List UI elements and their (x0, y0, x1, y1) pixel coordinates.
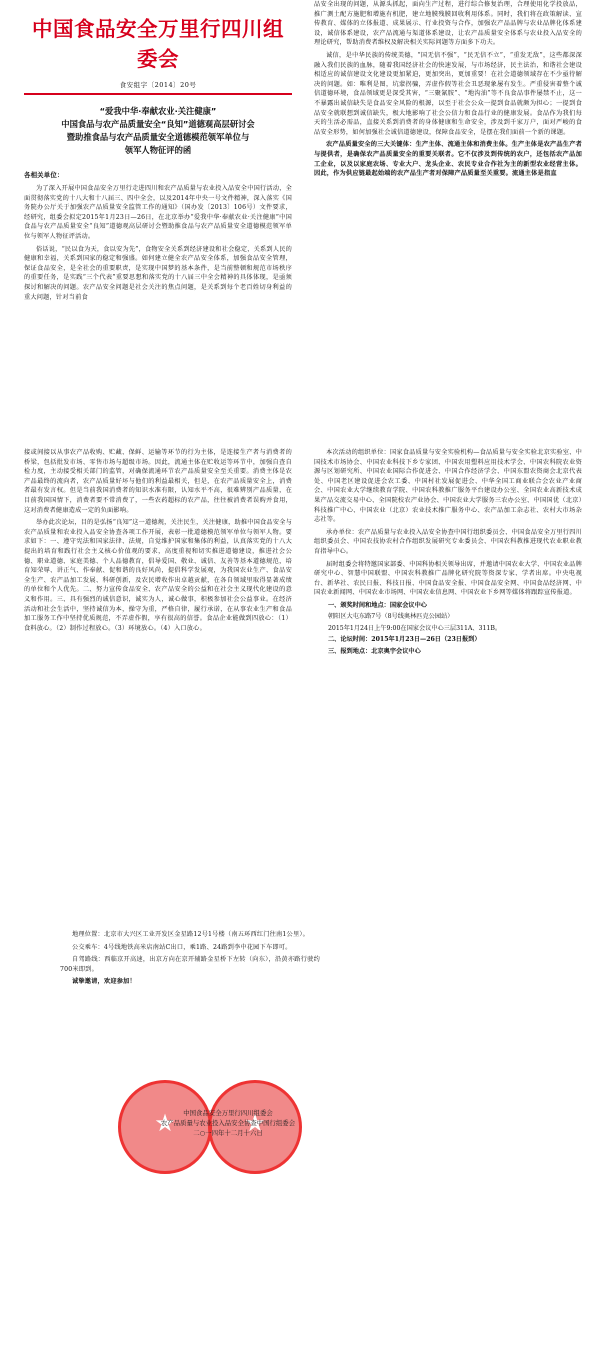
paragraph: 举办此次论坛，目的是弘扬“良知”这一道德规，关注民生，关注健康，助推中国食品安全与农产品质量和农业投入品安全协查各项工作开展，表彰一批道德模范领军单位与领军人物。要求如下：一、遵守宪法和国家法律、法规，自觉维护国家和集体的利益，认真落实党的十八大提出的培育和践行社会主义核心价值观的要求，高度重视和切实推进道德建设，推进社会公德、职业道德、家庭美德、个人品德教育，倡导爱国、敬业、诚信、友善等基本道德规范，培育知荣辱、讲正气、作奉献、促和谐的良好风尚，提倡科学发展观，为我国农业生产、食品安全生产、农产品加工发展、科研创新，及农民增收作出卓越贡献，在各自领域里取得显著成绩的单位和个人优先。二、努力宣传食品安全、农产品安全的公益和在社会主义现代化建设的意义和作用。三、具有强烈的诚信意识，诚实为人，诚心做事，积极参加社会公益事业。在经济活动和社会生活中，坚持诚信为本，操守为重，严格自律，履行承诺，在从事农业生产和食品加工服务工作中坚持优质规范，不弄虚作假，享有很高的信誉。食品企业能做到四放心：（1）食料放心。（2）制作过程放心。（3）环境放心。（4）入口放心。 (24, 519, 292, 632)
official-seal-icon: ★ (208, 1080, 302, 1174)
org-title: 中国食品安全万里行四川组委会 (32, 17, 284, 71)
paragraph: 俗话说，“民以食为天，食以安为先”，食物安全关系到经济建设和社会稳定，关系到人民的健康和幸福，关系到国家的稳定和强盛。如何建立健全农产品安全体系，加强食品安全管理，保证食品安全，是全社会的重要职责，是实现中国梦的基本条件，是当前整顿和规范市场秩序的重要任务，是实践“三个代表”重要思想和落实党的十八届三中全会精神的具体体现，是亟须探讨和解决的问题。农产品安全问题是社会关注的焦点问题，是关系到每个老百姓切身利益的重大问题，针对当前食 (24, 245, 292, 301)
driving-route: 自驾路线：西临京开高速，出京方向在京开辅路金星桥下左转（向东），沿黄亦路行驶约700米即到。 (60, 956, 320, 973)
official-seal-icon: ★ (118, 1080, 212, 1174)
red-rule (24, 93, 292, 95)
hosts-paragraph: 承办单位：农产品质量与农业投入品安全协查中国行组织委员会、中国食品安全万里行四川组织委员会、中国农技协农村合作组织发展研究专业委员会、中国农科教推进现代农业职业教育指导中心。 (314, 528, 582, 555)
paragraph-key-subjects: 农产品质量安全的三大关键体：生产主体、流通主体和消费主体。生产主体是农产品生产者与提供者，是确保农产品质量安全的重要关联者。它不仅涉及到传统的农户，还包括农产品加工企业，以及以家庭农场、专业大户、龙头企业、农民专业合作社为主的新型农业经营主体。因此，作为供应链最起始端的农产品生产者对保障产品质量至关重要。流通主体是指直 (314, 141, 582, 178)
title-line: 中国食品与农产品质量安全“良知”道德观高层研讨会 (61, 118, 255, 129)
venue-info (60, 930, 320, 990)
paragraph: 品安全出现的问题，从源头抓起，面向生产过程，进行综合修复治理，合理使用化学投放品，推广测土配方施肥和增施有机肥，建立地膜残膜回收利用体系。同时，我们将在政策解读、宣传教育、媒体的立体报道、成果展示、行业投资与合作，加强农产品品牌与农业品牌化体系建设，诚信体系建设，农产品流通与渠道体系建设，让农产品质量安全体系与农业投入品安全的理论研究，帮助消费者维权及解决相关实际问题等方面多下功夫。 (314, 1, 582, 47)
signatory: 中国食品安全万里行四川组委会 (183, 1109, 273, 1117)
award-venue-address: 朝阳区大屯东路7号（8号线奥林匹克公园站） (328, 613, 454, 621)
page1-right-column (314, 0, 582, 182)
bus-route: 公交乘车：4号线地铁高米店南站C出口，乘1路、24路到李中花园下车即可。 (72, 943, 292, 951)
letter-page-1 (0, 0, 600, 430)
page2-left-column (24, 448, 292, 636)
media-paragraph: 届时组委会将特邀国家部委、中国科协相关领导出席，并邀请中国农业大学、中国农业品牌研究中心、智慧中国联盟、中国农科教推广品牌化研究院等资深专家、学者出席。中央电视台、新华社、农民日报、科技日报、中国食品安全报、中国食品安全网、中国食品经济网、中国农业新闻网、中国农业市场网、中国农业信息网、中国农业下乡网等媒体将跟踪宣传报道。 (314, 560, 582, 597)
award-venue-heading: 一、颁奖时间和地点：国家会议中心 (328, 601, 427, 609)
paragraph: 接或间接以从事农产品收购、贮藏、保鲜、运输等环节的行为主体，是连接生产者与消费者的桥梁，包括批发市场、零售市场与超级市场。因此，流通主体在贮收运等环节中，加强自查自检力度，主动接受相关部门的监管，对确保流通环节农产品质量安全至关重要。消费主体是农产品最终的流向者，农产品质量好坏与他们的利益最相关，但是，在农产品质量安全上，消费者最有发言权。但是当前我国消费者的知识水准有限，认知水平不高，很难辨别产品质量，在目前我国国情下，消费者要不常消费了，一些农药超标的农产品，往往被消费者误购并食用，这对消费者健康造成一定的负面影响。 (24, 449, 292, 514)
letter-title (24, 105, 292, 157)
invitation-line: 诚挚邀请，欢迎参加！ (72, 978, 136, 986)
doc-number: 食安组字〔2014〕20号 (119, 81, 197, 89)
signatory: 农产品质量与农业投入品安全协查中国行组委会 (160, 1119, 296, 1127)
forum-time: 二、论坛时间：2015年1月23日—26日（23日报到） (328, 636, 481, 644)
title-line: 领军人物征评的函 (124, 144, 192, 155)
award-time: 2015年1月24日上午9:00在国家会议中心三层311A、311B。 (328, 624, 502, 632)
letter-page-3 (0, 930, 600, 1230)
signatories (118, 1108, 338, 1138)
organizers-paragraph: 本次活动的组织单位：国家食品质量与安全实验机构—食品质量与安全实验北京实验室、中国技术市场协会、中国农业科技下乡专家团、中国农用塑料应用技术学会、中国农科院农业资源与区划研究所、中国农业国际合作促进会、中国合作经济学会、中国东盟农资商会北京代表处、中国老区建设促进会农工委、中国村社发展促进会、中华全国工商业联合会农业产业商会、中国农业大学继续教育学院、中国农科教推广服务平台建设办公室、全国农业高新技术成果产品交流交易中心、全国院校农产业协会、中国农业大学服务三农办公室、中国国优（北京）科技推广中心、中国农业（北京）农业技术推广服务中心、农产品加工杂志社、农村大市场杂志社等。 (314, 449, 582, 524)
paragraph: 为了深入开展中国食品安全万里行走进四川和农产品质量与农业投入品安全中国行活动，全面贯彻落实党的十八大和十八届三、四中全会，以及2014年中央一号文件精神，深入落实《国务院办公厅关于加强农产品质量安全监管工作的通知》（国办发〔2013〕106号）文件要求，经研究，组委会拟定2015年1月23日—26日，在北京举办“爱我中华·奉献农业·关注健康”中国食品与农产品质量安全“良知”道德观高层研讨会暨助推食品与农产品质量安全道德模范领军单位与领军人物征评活动。 (24, 185, 292, 241)
title-line: 暨助推食品与农产品质量安全道德模范领军单位与 (66, 131, 250, 142)
page2-right-column (314, 448, 582, 658)
registration-venue: 三、报到地点：北京奥宇会议中心 (328, 647, 421, 655)
letter-page-2 (0, 448, 600, 868)
title-line: “爱我中华·奉献农业·关注健康” (99, 105, 217, 116)
salutation: 各相关单位： (24, 170, 64, 179)
signature-block (118, 1080, 338, 1170)
page1-left-column (24, 0, 292, 305)
geo-location: 地理位置：北京市大兴区工业开发区金星路12号1号楼（南五环西红门往南1公里）。 (72, 931, 310, 938)
letter-date: 二○一四年十二月十六日 (193, 1129, 263, 1137)
paragraph: 诚信，是中华民族的传统美德，“国无信不强”，“民无信不立”，“重发无敌”，这些都深深融入我们民族的血脉，随着我国经济社会的快速发展，与市场经济，民主法治，和谐社会建设相适应的诚信建设文化建设更加紧迫，更加突出，更加重要！在社会道德领域存在不少亟待解决的问题。如：唯利是图，坑蒙拐骗，弄虚作假等社会丑恶现象屡有发生。严重侵害着整个诚信道德环境，食品领域更是深受其害，“三聚氰胺”、“地沟油”等不良食品事件屡禁不止，这一不暴露出诚信缺失是食品安全风险的根源，以至于社会公众一提到食品就颇为担心；一提到食品安全就联想到诚信缺失，极大地影响了社会公信力和食品行业的健康发展。食品作为我们每天的生活必需品，直接关系到消费者的身体健康和生命安全，涉及到千家万户，面对严峻的食品安全形势，如何加强社会诚信道德建设，保障食品安全，是摆在我们面前一个新的课题。 (314, 51, 582, 136)
